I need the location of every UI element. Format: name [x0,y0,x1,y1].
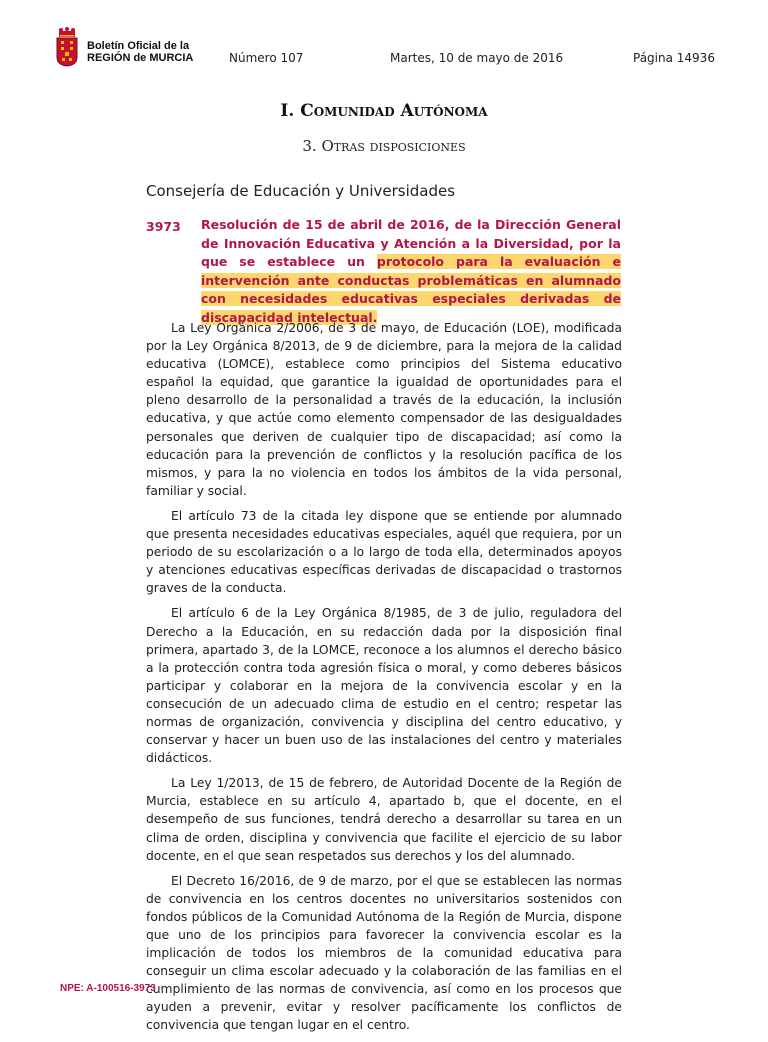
subsection-numeral: 3. [302,137,317,155]
body-paragraph: El artículo 73 de la citada ley dispone que se entiende por alumnado que presenta necesidades educativas especiales, aquél que requiera, por un periodo de su escolarización o a lo largo de toda ella, determinados apoyos y atenciones educativas específicas derivadas de discapacidad o trastornos graves de la conducta. [146,508,622,596]
body-paragraph: El artículo 6 de la Ley Orgánica 8/1985, de 3 de julio, reguladora del Derecho a la Educación, en su redacción dada por la disposición final primera, apartado 3, de la LOMCE, reconoce a los alumnos el derecho básico a la protección contra toda agresión física o moral, y como deberes básicos participar y colaborar en la mejora de la convivencia escolar y en la consecución de un adecuado clima de estudio en el centro; respetar las normas de organización, convivencia y disciplina del centro educativo, y conservar y hacer un buen uso de las instalaciones del centro y materiales didácticos. [146,606,622,766]
section-title [0,101,768,121]
body-paragraph: El Decreto 16/2016, de 9 de marzo, por el que se establecen las normas de convivencia en los centros docentes no universitarios sostenidos con fondos públicos de la Comunidad Autónoma de la Región de Murcia, dispone que uno de los principios para favorecer la convivencia escolar es la implicación de todos los miembros de la comunidad educativa para conseguir un clima escolar adecuado y la colaboración de las familias en el cumplimiento de las normas de convivencia, así como en los procesos que ayuden a prevenir, evitar y resolver pacíficamente los conflictos de convivencia que tengan lugar en el centro. [146,873,622,1033]
page-number: Página 14936 [633,51,715,65]
resolution-title [201,216,621,327]
document-header [0,0,768,80]
coat-of-arms-icon [55,27,79,67]
resolution-number: 3973 [146,219,181,234]
section-numeral: I. [280,101,295,121]
issue-number: Número 107 [229,51,304,65]
bulletin-logo-text [87,40,193,64]
logo-line-2: REGIÓN de MURCIA [87,52,194,64]
section-name: Comunidad Autónoma [300,101,488,121]
resolution-title-start: Resolución de 15 de abril de 2016, de la Dirección General de Innovación Educativa y Atención a la Diversidad, por la que se establece un [201,217,621,269]
subsection-name: Otras disposiciones [321,137,466,155]
body-paragraph: La Ley 1/2013, de 15 de febrero, de Autoridad Docente de la Región de Murcia, establece en su artículo 4, apartado b, que el docente, en el desempeño de sus funciones, tendrá derecho a desarrollar su tarea en un clima de orden, disciplina y convivencia que facilite el ejercicio de su labor docente, en el que sean respetados sus derechos y los del alumnado. [146,776,622,863]
subsection-title [0,137,768,155]
department-heading: Consejería de Educación y Universidades [146,182,456,200]
body-paragraph: La Ley Orgánica 2/2006, de 3 de mayo, de Educación (LOE), modificada por la Ley Orgánica 8/2013, de 9 de diciembre, para la mejora de la calidad educativa (LOMCE), establece como principios del Sistema educativo español la equidad, que garantice la igualdad de oportunidades para el pleno desarrollo de la personalidad a través de la educación, la inclusión educativa, y que actúe como elemento compensador de las desigualdades personales que deriven de cualquier tipo de discapacidad; así como la educación para la prevención de conflictos y la resolución pacífica de los mismos, y para la no violencia en todos los ámbitos de la vida personal, familiar y social. [146,321,622,498]
npe-code: NPE: A-100516-3973 [60,983,156,994]
issue-date: Martes, 10 de mayo de 2016 [390,51,564,65]
document-body [146,319,622,1042]
resolution-title-highlight: protocolo para la evaluación e intervención ante conductas problemáticas en alumnado con necesidades educativas especiales derivadas de discapacidad intelectual. [201,254,621,325]
logo-line-1: Boletín Oficial de la [87,40,190,52]
